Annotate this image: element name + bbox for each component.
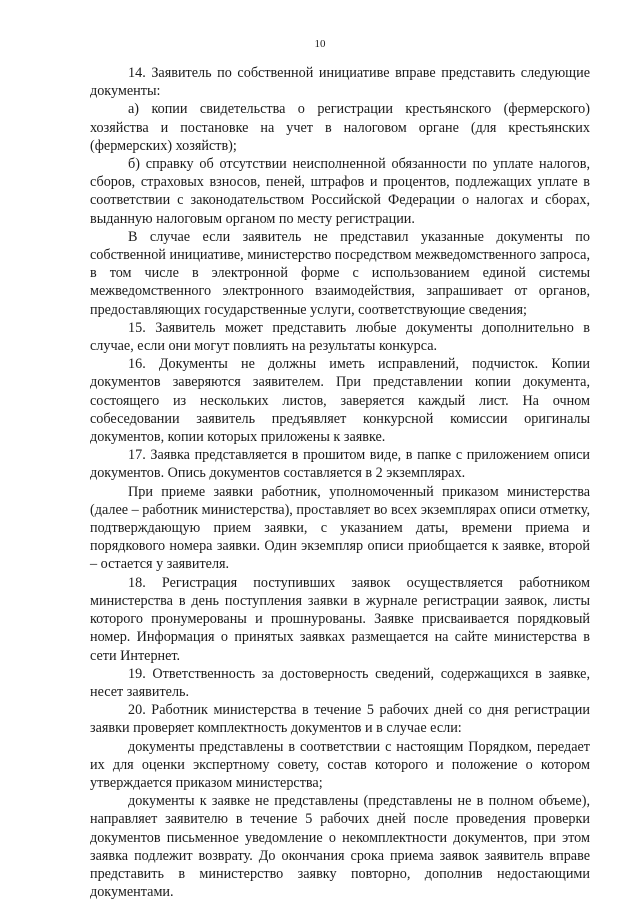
paragraph-14-interagency: В случае если заявитель не представил указанные документы по собственной инициативе, министерство посредством межведомственного запроса, в том числе в электронной форме с использованием единой системы межведомственного электронного взаимодействия, запрашивает от органов, предоставляющих государственные услуги, соответствующие сведения; [90,228,590,318]
paragraph-20-complete: документы представлены в соответствии с настоящим Порядком, передает их для оценки экспертному совету, состав которого и положение о котором утверждается приказом министерства; [90,738,590,791]
paragraph-20: 20. Работник министерства в течение 5 рабочих дней со дня регистрации заявки проверяет комплектность документов и в случае если: [90,702,590,737]
paragraph-14-a: а) копии свидетельства о регистрации крестьянского (фермерского) хозяйства и постановке на учет в налоговом органе (для крестьянских (фермерских) хозяйств); [90,101,590,154]
paragraph-14-intro: 14. Заявитель по собственной инициативе вправе представить следующие документы: [90,65,590,100]
page-number: 10 [314,38,326,50]
document-body [90,64,590,901]
paragraph-15: 15. Заявитель может представить любые документы дополнительно в случае, если они могут повлиять на результаты конкурса. [90,319,590,355]
paragraph-16: 16. Документы не должны иметь исправлений, подчисток. Копии документов заверяются заявителем. При представлении копии документа, состоящего из нескольких листов, заверяется каждый лист. На очном собеседовании заявитель предъявляет конкурсной комиссии оригиналы документов, копии которых приложены к заявке. [90,356,590,446]
paragraph-17: 17. Заявка представляется в прошитом виде, в папке с приложением описи документов. Опись документов составляется в 2 экземплярах. [90,447,590,482]
paragraph-17-receipt: При приеме заявки работник, уполномоченный приказом министерства (далее – работник министерства), проставляет во всех экземплярах описи отметку, подтверждающую прием заявки, с указанием даты, времени приема и порядкового номера заявки. Один экземпляр описи приобщается к заявке, второй – остается у заявителя. [90,483,590,573]
paragraph-19: 19. Ответственность за достоверность сведений, содержащихся в заявке, несет заявитель. [90,665,590,700]
paragraph-20-incomplete: документы к заявке не представлены (представлены не в полном объеме), направляет заявителю в течение 5 рабочих дней после проведения проверки документов письменное уведомление о некомплектности документов, при этом заявка подлежит возврату. До окончания срока приема заявок заявитель вправе представить в министерство заявку повторно, дополнив недостающими документами. [90,793,590,901]
paragraph-14-b: б) справку об отсутствии неисполненной обязанности по уплате налогов, сборов, страховых взносов, пеней, штрафов и процентов, подлежащих уплате в соответствии с законодательством Российской Федерации о налогах и сборах, выданную налоговым органом по месту регистрации. [90,156,590,227]
paragraph-18: 18. Регистрация поступивших заявок осуществляется работником министерства в день поступления заявки в журнале регистрации заявок, листы которого пронумерованы и прошнурованы. Заявке присваивается порядковый номер. Информация о принятых заявках размещается на сайте министерства в сети Интернет. [90,574,590,664]
